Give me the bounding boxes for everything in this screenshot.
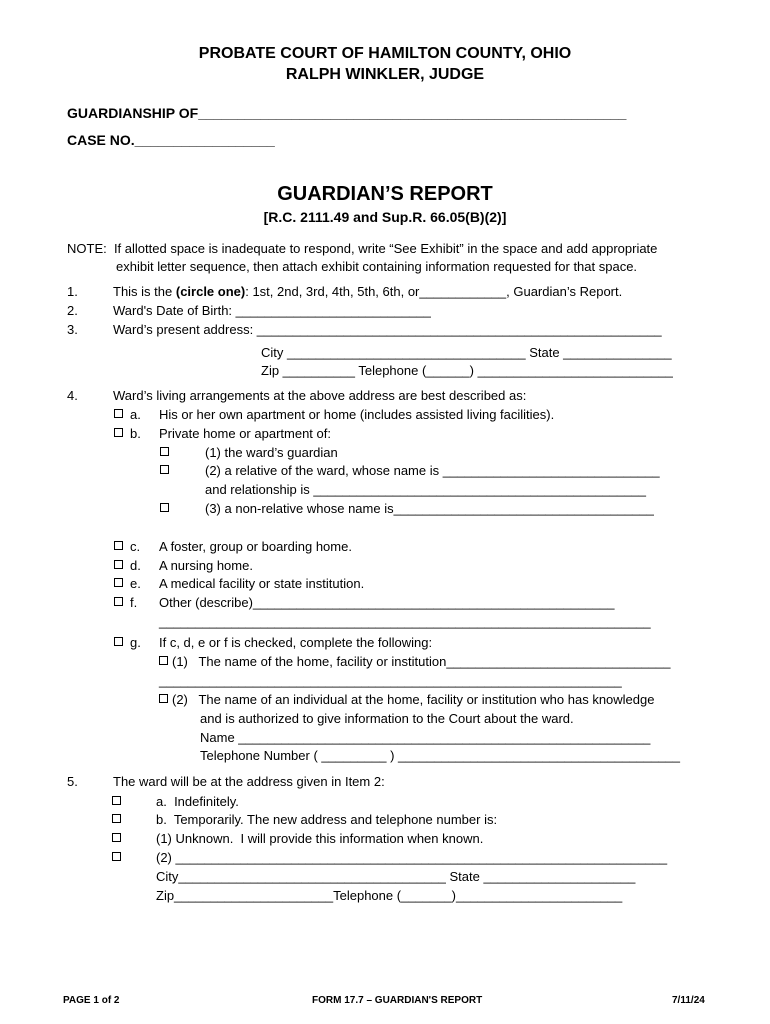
item-4b-text: Private home or apartment of: [159,426,331,441]
other-describe-line-2[interactable]: ____________________________________________________________________ [159,614,651,629]
checkbox-4g1[interactable] [159,656,168,665]
item-4a-text: His or her own apartment or home (includes assisted living facilities). [159,407,555,422]
item-4d-letter: d. [130,558,141,573]
contact-name-field[interactable]: Name _________________________________________________________ [200,730,651,745]
item-5c-text: (1) Unknown. I will provide this information when known. [156,831,484,846]
item-2-number: 2. [67,303,78,318]
checkbox-5a[interactable] [112,796,121,805]
item-5-text: The ward will be at the address given in Item 2: [113,774,385,789]
relationship-field[interactable]: and relationship is ______________________________________________ [205,482,646,497]
item-1-text: This is the (circle one): 1st, 2nd, 3rd, 4th, 5th, 6th, or____________, Guardian’s Report. [113,284,623,299]
checkbox-5d[interactable] [112,852,121,861]
report-title: GUARDIAN’S REPORT [277,183,493,205]
item-4-text: Ward’s living arrangements at the above address are best described as: [113,388,527,403]
ward-zip-phone-field[interactable]: Zip __________ Telephone (______) ___________________________ [261,363,673,378]
note-line-1: NOTE: If allotted space is inadequate to respond, write “See Exhibit” in the space and add appropriate [67,241,658,256]
checkbox-5c[interactable] [112,833,121,842]
checkbox-5b[interactable] [112,814,121,823]
facility-name-field[interactable]: (1) The name of the home, facility or institution_______________________________ [172,654,671,669]
ward-city-state-field[interactable]: City _________________________________ State _______________ [261,345,672,360]
new-zip-phone-field[interactable]: Zip______________________Telephone (_______)_______________________ [156,888,623,903]
contact-phone-field[interactable]: Telephone Number ( _________ ) _______________________________________ [200,748,680,763]
judge-name: RALPH WINKLER, JUDGE [285,66,485,83]
item-4f-letter: f. [130,595,138,610]
court-name: PROBATE COURT OF HAMILTON COUNTY, OHIO [198,45,572,62]
item-4c-letter: c. [130,539,141,554]
item-4e-letter: e. [130,576,141,591]
item-5a-text: a. Indefinitely. [156,794,239,809]
checkbox-4c[interactable] [114,541,123,550]
case-number-field[interactable]: CASE NO.__________________ [67,132,275,148]
item-3-number: 3. [67,322,78,337]
footer-revision-date: 7/11/24 [672,995,705,1006]
ward-address-field[interactable]: Ward’s present address: ________________________________________________________ [113,322,662,337]
checkbox-4g2[interactable] [159,694,168,703]
guardianship-of-field[interactable]: GUARDIANSHIP OF_______________________________________________________ [67,105,627,121]
new-address-field[interactable]: (2) ____________________________________________________________________ [156,850,668,865]
new-city-state-field[interactable]: City_____________________________________ State _____________________ [156,869,636,884]
checkbox-4b1[interactable] [160,447,169,456]
footer-page-number: PAGE 1 of 2 [63,995,120,1006]
checkbox-4b2[interactable] [160,465,169,474]
item-4g2-text-line-2: and is authorized to give information to the Court about the ward. [200,711,574,726]
item-4g-text: If c, d, e or f is checked, complete the following: [159,635,433,650]
checkbox-4d[interactable] [114,560,123,569]
non-relative-name-field[interactable]: (3) a non-relative whose name is____________________________________ [205,501,654,516]
facility-name-line-2[interactable]: ________________________________________________________________ [159,673,622,688]
item-4g2-text: (2) The name of an individual at the home, facility or institution who has knowledge [172,692,655,707]
item-4a-letter: a. [130,407,141,422]
ward-dob-field[interactable]: Ward's Date of Birth: ___________________________ [113,303,431,318]
checkbox-4a[interactable] [114,409,123,418]
item-4d-text: A nursing home. [159,558,253,573]
item-4b-letter: b. [130,426,141,441]
item-5b-text: b. Temporarily. The new address and telephone number is: [156,812,498,827]
item-4b1-text: (1) the ward’s guardian [205,445,338,460]
report-citation: [R.C. 2111.49 and Sup.R. 66.05(B)(2)] [263,209,507,225]
note-line-2: exhibit letter sequence, then attach exhibit containing information requested for that space. [116,259,638,274]
item-4g-letter: g. [130,635,141,650]
other-describe-field[interactable]: Other (describe)__________________________________________________ [159,595,615,610]
relative-name-field[interactable]: (2) a relative of the ward, whose name is ______________________________ [205,463,660,478]
checkbox-4g[interactable] [114,637,123,646]
item-4-number: 4. [67,388,78,403]
item-5-number: 5. [67,774,78,789]
checkbox-4b3[interactable] [160,503,169,512]
item-4e-text: A medical facility or state institution. [159,576,365,591]
checkbox-4f[interactable] [114,597,123,606]
checkbox-4b[interactable] [114,428,123,437]
item-1-number: 1. [67,284,78,299]
item-4c-text: A foster, group or boarding home. [159,539,352,554]
checkbox-4e[interactable] [114,578,123,587]
footer-form-name: FORM 17.7 – GUARDIAN'S REPORT [312,995,483,1006]
